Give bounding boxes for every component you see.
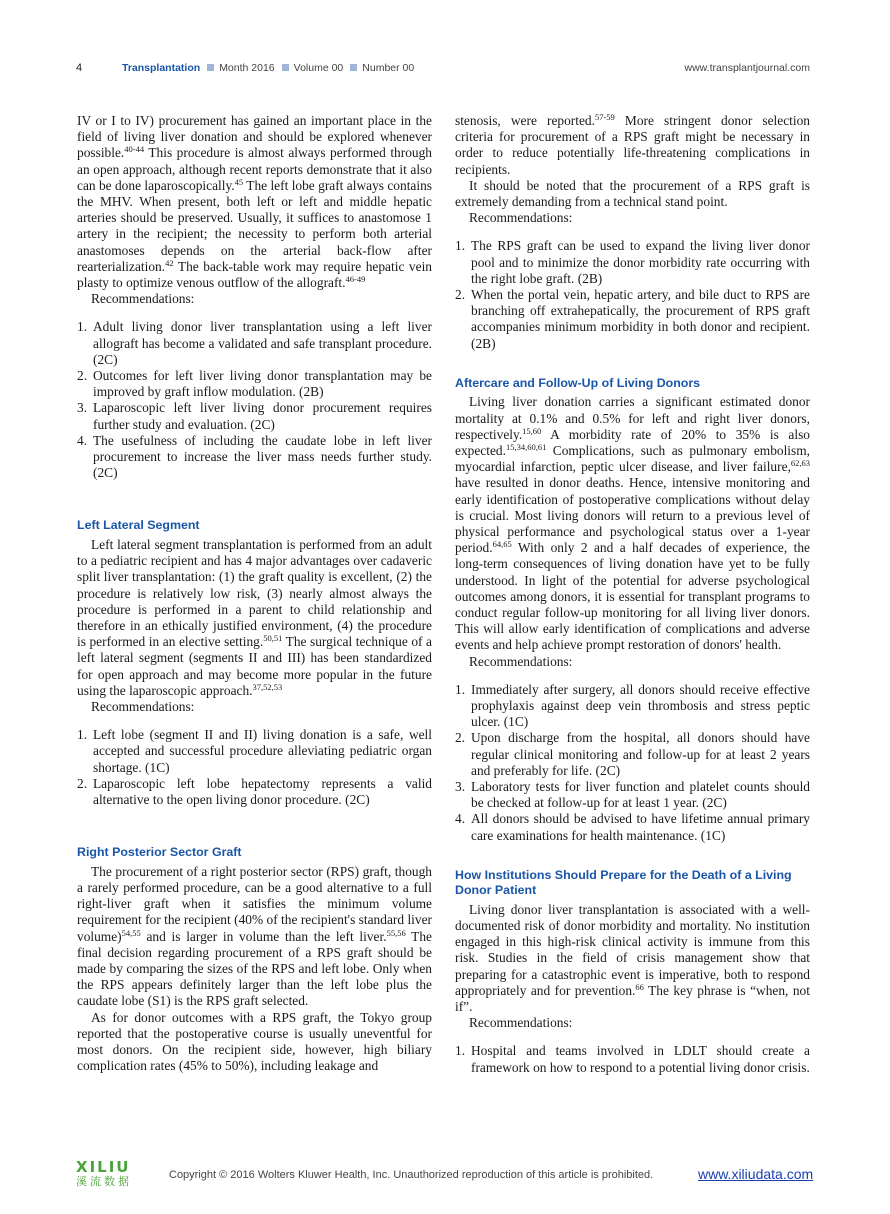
page-footer xyxy=(76,1158,821,1188)
section-heading: Right Posterior Sector Graft xyxy=(77,845,242,860)
citation: 45 xyxy=(234,176,244,187)
journal-name: Transplantation xyxy=(122,62,201,74)
recommendations-label: Recommendations: xyxy=(91,699,195,714)
citation: 64,65 xyxy=(492,539,512,550)
copyright-notice: Copyright © 2016 Wolters Kluwer Health, Inc. Unauthorized reproduction of this article is prohibited. xyxy=(169,1169,654,1181)
list-item: 4. All donors should be advised to have lifetime annual primary care examinations for health maintenance. (1C) xyxy=(455,811,810,843)
separator-square-icon xyxy=(207,64,214,71)
left-column xyxy=(77,113,432,1074)
recommendations-list xyxy=(77,319,432,481)
xiliu-site-link[interactable]: www.xiliudata.com xyxy=(698,1166,814,1182)
citation: 40-44 xyxy=(124,144,145,155)
recommendations-list xyxy=(77,727,432,808)
citation: 42 xyxy=(165,257,174,268)
recommendations-list xyxy=(455,682,810,844)
separator-square-icon xyxy=(282,64,289,71)
body-paragraph: IV or I to IV) procurement has gained an important place in the field of living liver donation and should be explored whenever possible.$^{40-44}$ This procedure is almost always performed through an open approach, although recent reports demonstrate that it also can be done laparoscopically.$^{45}$ The left lobe graft always contains the MHV. When present, both left or left and middle hepatic arteries should be preserved. Usually, it suffices to anastomose 1 artery in the recipient; the necessity to perform both arterial anastomoses depends on the arterial back-flow after rearterialization.$^{42}$ The back-table work may require hepatic vein plasty to optimize venous outflow of the allograft.$^{46-49}$ xyxy=(77,113,432,291)
list-item: 2. Outcomes for left liver living donor transplantation may be improved by graft inflow modulation. (2B) xyxy=(77,368,432,400)
citation: 15,34,60,61 xyxy=(505,441,547,452)
xiliu-logo xyxy=(76,1158,166,1188)
citation: 46-49 xyxy=(345,274,366,285)
body-paragraph: It should be noted that the procurement of a RPS graft is extremely demanding from a technical stand point. xyxy=(455,177,810,210)
citation: 55,56 xyxy=(386,927,406,938)
list-item: 3. Laboratory tests for liver function and platelet counts should be checked at follow-up for at least 1 year. (2C) xyxy=(455,779,810,811)
body-paragraph: stenosis, were reported.$^{57-59}$ More stringent donor selection criteria for procurement of a RPS graft might be necessary in order to reduce potentially life-threatening complications in recipients. xyxy=(455,112,810,177)
recommendations-label: Recommendations: xyxy=(91,291,195,307)
recommendations-list xyxy=(455,238,810,351)
issue-month: Month 2016 xyxy=(219,62,275,74)
section-heading: Aftercare and Follow-Up of Living Donors xyxy=(455,375,701,390)
list-item: 1. Hospital and teams involved in LDLT should create a framework on how to respond to a potential living donor crisis. xyxy=(455,1043,810,1075)
running-header xyxy=(76,62,810,78)
list-item: 1. Adult living donor liver transplantation using a left liver allograft has become a validated and safe transplant procedure. (2C) xyxy=(77,319,432,367)
citation: 37,52,53 xyxy=(252,681,283,692)
right-column xyxy=(455,113,810,1076)
body-paragraph: Left lateral segment transplantation is performed from an adult to a pediatric recipient and has 4 major advantages over cadaveric split liver transplantation: (1) the graft quality is excellent, (2) the procedure is relatively low risk, (3) nearly almost always the procedure is performed in a parent to child relationship and therefore in an ethically justified environment, (4) the procedure is performed in an elective setting.$^{50,51}$ The surgical technique of a left lateral segment (segments II and III) has been standardized for open approach and may become more popular in the future using the laparoscopic approach.$^{37,52,53}$ xyxy=(77,536,432,698)
issue-volume: Volume 00 xyxy=(293,62,344,74)
citation: 15,60 xyxy=(522,425,542,436)
page-number: 4 xyxy=(76,62,83,74)
citation: 54,55 xyxy=(121,927,141,938)
citation: 62,63 xyxy=(790,458,810,469)
list-item: 1. Immediately after surgery, all donors should receive effective prophylaxis against deep vein thrombosis and stress peptic ulcer. (1C) xyxy=(455,681,810,730)
list-item: 2. When the portal vein, hepatic artery, and bile duct to RPS are branching off extrahepatically, the procurement of RPS graft accompanies minimum morbidity in both donor and recipient. (2B) xyxy=(455,287,810,351)
recommendations-label: Recommendations: xyxy=(469,210,573,226)
body-paragraph: Living donor liver transplantation is associated with a well-documented risk of donor morbidity and mortality. No institution engaged in this high-risk clinical activity is immune from this risk. Studies in the field of crisis management show that preparing for a catastrophic event is imperative, both to respond appropriately and for prevention.$^{66}$ The key phrase is “when, not if”. xyxy=(455,901,810,1015)
list-item: 1. Left lobe (segment II and II) living donation is a safe, well accepted and successful procedure alleviating pediatric organ shortage. (1C) xyxy=(77,727,432,775)
citation: 57-59 xyxy=(594,112,615,122)
citation: 66 xyxy=(635,981,644,992)
body-paragraph: The procurement of a right posterior sector (RPS) graft, though a rarely performed procedure, can be a good alternative to a full right-liver graft when it satisfies the minimum volume requirement for the recipient (40% of the recipient's standard liver volume)$^{54,55}$ and is larger in volume than the left liver.$^{55,56}$ The final decision regarding procurement of a RPS graft should be made by comparing the sizes of the RPS and left lobe. Only when the RPS appears definitely larger than the left lobe plus the caudate lobe (S1) is the RPS graft selected. xyxy=(77,863,432,1009)
logo-chinese: 溪流数据 xyxy=(76,1175,132,1188)
section-heading: Left Lateral Segment xyxy=(77,518,200,533)
list-item: 1. The RPS graft can be used to expand the living liver donor pool and to minimize the donor morbidity rate occurring with the right lobe graft. (2B) xyxy=(455,238,810,286)
body-paragraph: As for donor outcomes with a RPS graft, the Tokyo group reported that the postoperative course is usually uneventful for most donors. On the recipient side, however, high biliary complication rates (45% to 50%), including leakage and xyxy=(77,1009,432,1074)
list-item: 3. Laparoscopic left liver living donor procurement requires further study and evaluation. (2C) xyxy=(77,400,432,432)
recommendations-label: Recommendations: xyxy=(469,653,573,669)
list-item: 4. The usefulness of including the caudate lobe in left liver procurement to increase the liver mass needs further study. (2C) xyxy=(77,432,432,481)
journal-url[interactable]: www.transplantjournal.com xyxy=(684,62,810,74)
issue-number: Number 00 xyxy=(362,62,415,74)
recommendations-list xyxy=(455,1043,810,1075)
list-item: 2. Laparoscopic left lobe hepatectomy represents a valid alternative to the open living donor procedure. (2C) xyxy=(77,775,432,808)
journal-info xyxy=(122,62,414,74)
body-paragraph: Living liver donation carries a significant estimated donor mortality at 0.1% and 0.5% for left and right liver donors, respectively.$^{15,60}$ A morbidity rate of 20% to 35% is also expected.$^{15,34,60,61}$ Complications, such as pulmonary embolism, myocardial infarction, peptic ulcer disease, and liver failure,$^{62,63}$ have resulted in donor deaths. Hence, intensive monitoring and early identification of postoperative complications without delay is crucial. Most living donors will return to a previous level of physical performance and psychological status over a 1-year period.$^{64,65}$ With only 2 and a half decades of experience, the long-term consequences of living donation have yet to be fully understood. In light of the potential for adverse psychological outcomes among donors, it is essential for transplant programs to conduct regular follow-up monitoring for all living liver donors. This will allow early identification of complications and adverse events and help achieve prompt restoration of donors' health. xyxy=(455,394,810,653)
citation: 50,51 xyxy=(263,633,283,644)
list-item: 2. Upon discharge from the hospital, all donors should have regular clinical monitoring and follow-up for at least 2 years and preferably for life. (2C) xyxy=(455,730,810,778)
recommendations-label: Recommendations: xyxy=(469,1015,573,1031)
logo-wordmark: XILIU xyxy=(76,1158,131,1176)
section-heading: How Institutions Should Prepare for the Death of a Living Donor Patient xyxy=(455,867,792,898)
separator-square-icon xyxy=(350,64,357,71)
